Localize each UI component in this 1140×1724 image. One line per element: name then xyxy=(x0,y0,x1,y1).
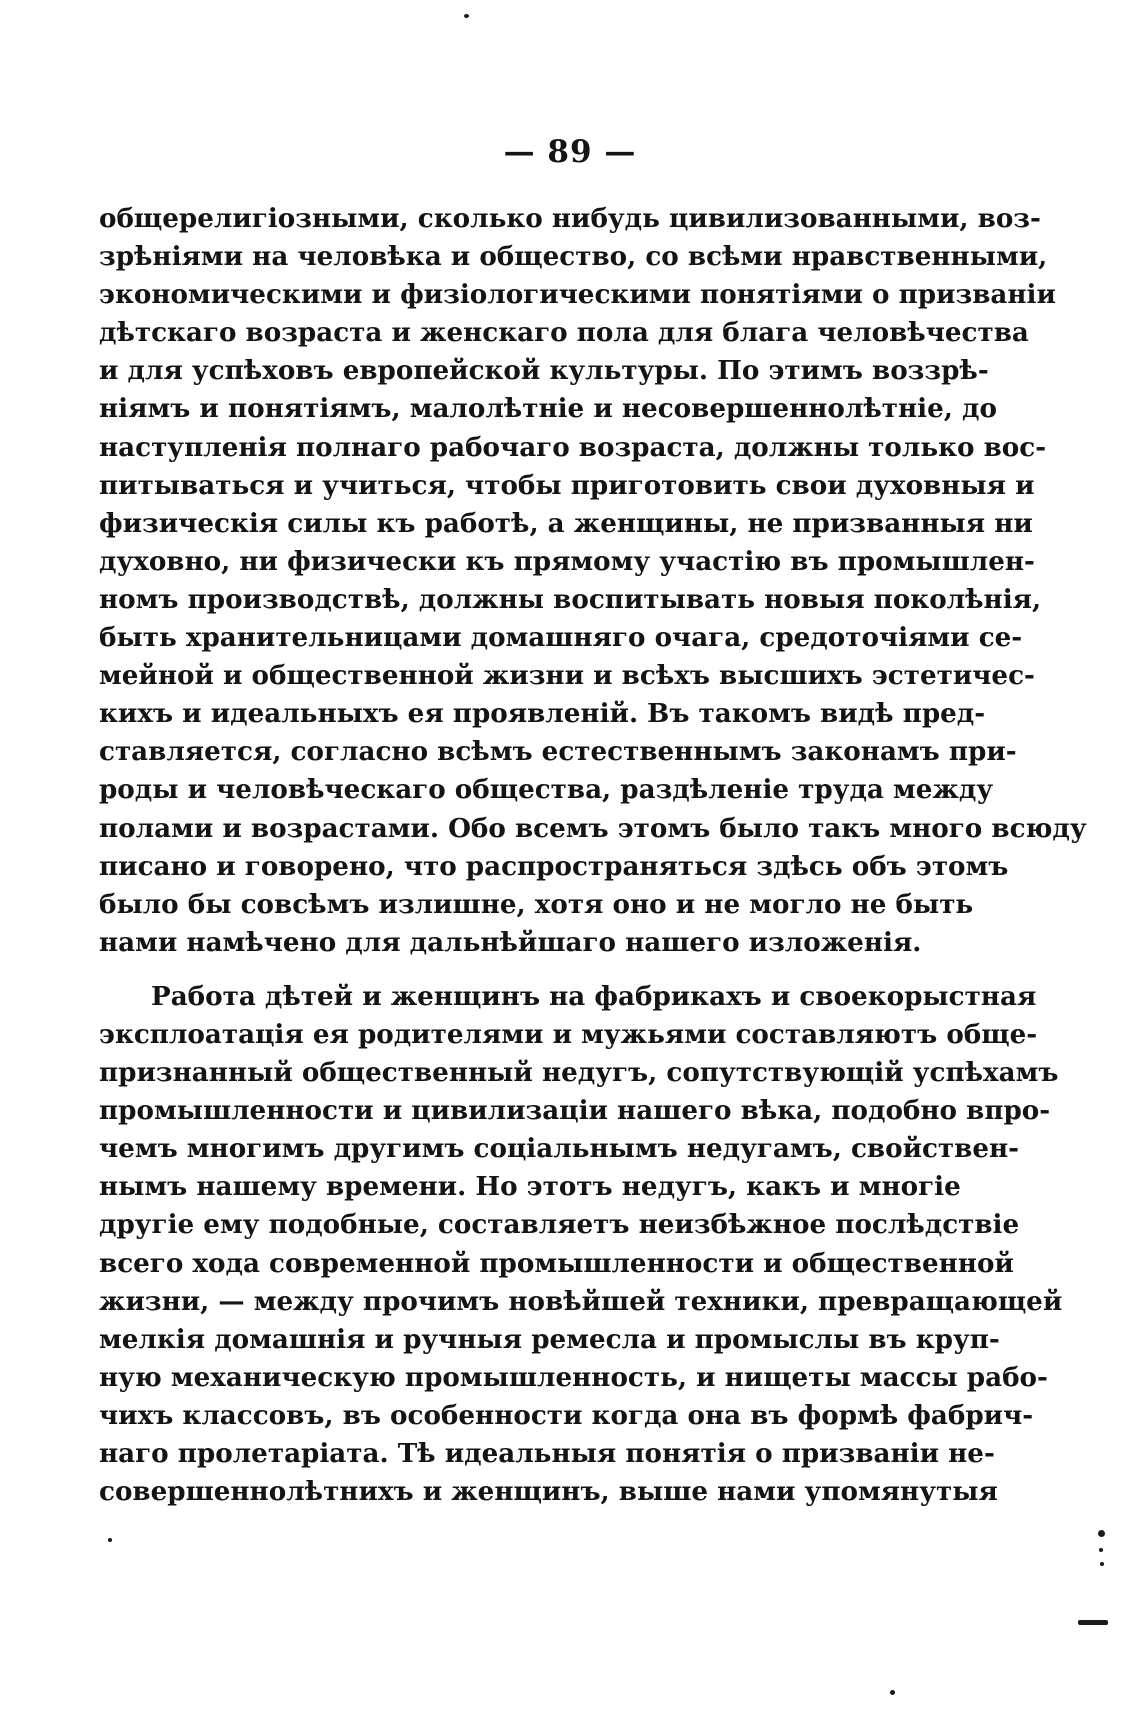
text-line: кихъ и идеальныхъ ея проявленій. Въ такомъ видѣ пред- xyxy=(99,698,986,730)
scan-speck xyxy=(1100,1562,1104,1566)
text-line: нами намѣчено для дальнѣйшаго нашего изложенія. xyxy=(99,926,922,958)
text-line: номъ производствѣ, должны воспитывать новыя поколѣнія, xyxy=(99,583,1042,615)
paragraph-gap xyxy=(99,962,899,978)
text-line: наступленія полнаго рабочаго возраста, должны только вос- xyxy=(99,431,1047,463)
text-line: мелкія домашнія и ручныя ремесла и промыслы въ круп- xyxy=(99,1323,1000,1355)
text-line: промышленности и цивилизаціи нашего вѣка, подобно впро- xyxy=(99,1095,1051,1127)
text-line: признанный общественный недугъ, сопутствующій успѣхамъ xyxy=(99,1057,1059,1089)
scan-speck xyxy=(1078,1620,1108,1625)
text-line: питываться и учиться, чтобы приготовить свои духовныя и xyxy=(99,469,1035,501)
text-line: Работа дѣтей и женщинъ на фабрикахъ и своекорыстная xyxy=(151,980,1037,1012)
text-line: чемъ многимъ другимъ соціальнымъ недугамъ, свойствен- xyxy=(99,1133,1020,1165)
scan-speck xyxy=(1098,1530,1105,1537)
text-line: дѣтскаго возраста и женскаго пола для блага человѣчества xyxy=(99,317,1029,349)
paragraph-1 xyxy=(99,200,1087,962)
text-line: было бы совсѣмъ излишне, хотя оно и не могло не быть xyxy=(99,888,974,920)
text-line: наго пролетаріата. Тѣ идеальныя понятія о призваніи не- xyxy=(99,1438,995,1469)
text-line: роды и человѣческаго общества, раздѣленіе труда между xyxy=(99,774,994,806)
scan-speck xyxy=(1099,1548,1103,1552)
text-line: полами и возрастами. Обо всемъ этомъ было такъ много всюду xyxy=(99,812,1087,844)
text-line: ную механическую промышленность, и нищеты массы рабо- xyxy=(99,1361,1048,1393)
text-line: экономическими и физіологическими понятіями о призваніи xyxy=(99,279,1056,311)
text-line: быть хранительницами домашняго очага, средоточіями се- xyxy=(99,622,1023,654)
text-line: чихъ классовъ, въ особенности когда она въ формѣ фабрич- xyxy=(99,1399,1034,1431)
text-line: и для успѣховъ европейской культуры. По этимъ воззрѣ- xyxy=(99,355,989,387)
text-line: мейной и общественной жизни и всѣхъ высшихъ эстетичес- xyxy=(99,660,1035,692)
body-text xyxy=(99,200,1087,1511)
text-line: зрѣніями на человѣка и общество, со всѣми нравственными, xyxy=(99,241,1048,273)
scan-speck xyxy=(108,1538,112,1542)
scan-speck xyxy=(890,1690,895,1695)
text-line: общерелигіозными, сколько нибудь цивилизованными, воз- xyxy=(99,203,1041,234)
text-line: ніямъ и понятіямъ, малолѣтніе и несовершеннолѣтніе, до xyxy=(99,393,997,425)
text-line: другіе ему подобные, составляетъ неизбѣжное послѣдствіе xyxy=(99,1209,1020,1241)
text-line: писано и говорено, что распространяться здѣсь объ этомъ xyxy=(99,850,1009,882)
scan-speck xyxy=(464,14,469,18)
text-line: физическія силы къ работѣ, а женщины, не призванныя ни xyxy=(99,507,1033,539)
text-line: жизни, — между прочимъ новѣйшей техники, превращающей xyxy=(99,1285,1063,1317)
text-line: эксплоатація ея родителями и мужьями составляютъ обще- xyxy=(99,1018,1038,1050)
text-line: совершеннолѣтнихъ и женщинъ, выше нами упомянутыя xyxy=(99,1476,998,1508)
text-line: нымъ нашему времени. Но этотъ недугъ, какъ и многіе xyxy=(99,1171,961,1203)
text-line: ставляется, согласно всѣмъ естественнымъ законамъ при- xyxy=(99,736,1017,768)
text-line: духовно, ни физически къ прямому участію въ промышлен- xyxy=(99,545,1035,577)
text-line: всего хода современной промышленности и общественной xyxy=(99,1247,1014,1279)
paragraph-2 xyxy=(99,978,1063,1511)
page-number: — 89 — xyxy=(503,134,637,170)
